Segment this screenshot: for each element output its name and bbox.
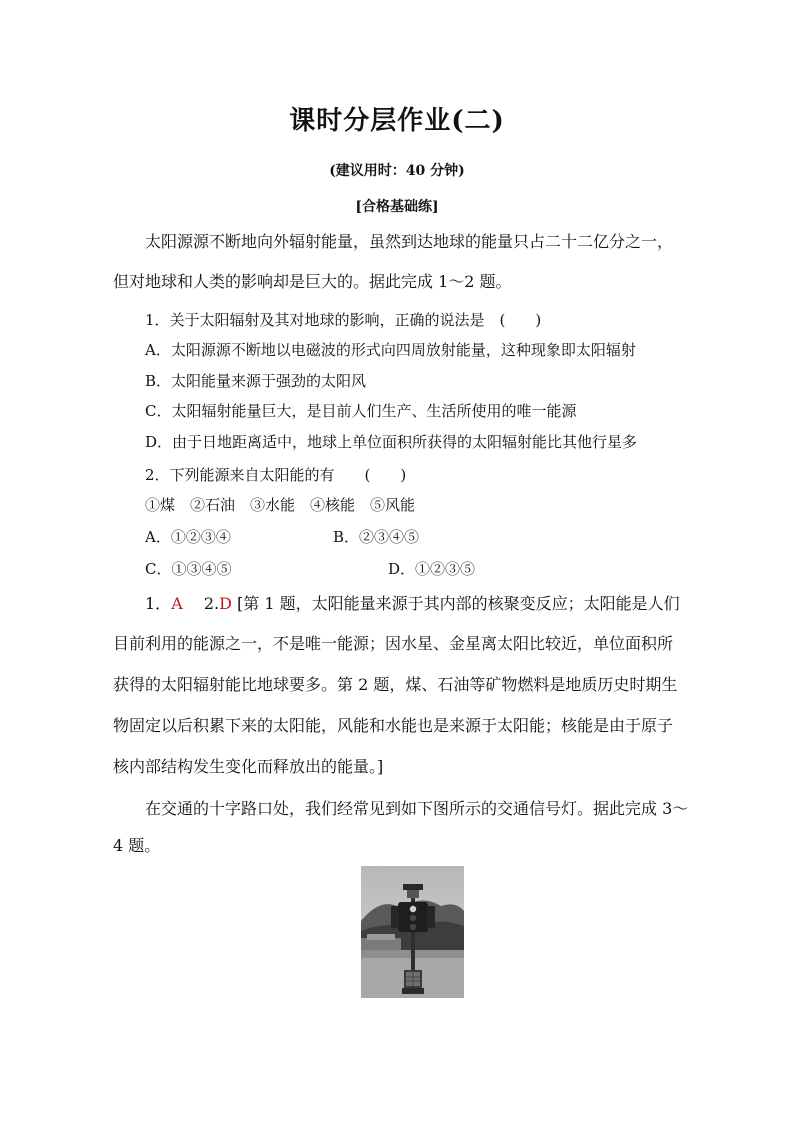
traffic-light-photo	[361, 866, 464, 998]
q1-stem: 1．关于太阳辐射及其对地球的影响，正确的说法是 ( )	[145, 311, 542, 329]
answer-line1	[145, 594, 680, 614]
q2-items: ①煤 ②石油 ③水能 ④核能 ⑤风能	[145, 496, 416, 514]
intro1-line1: 太阳源源不断地向外辐射能量，虽然到达地球的能量只占二十二亿分之一，	[145, 232, 674, 251]
q1-option-b: B．太阳能量来源于强劲的太阳风	[145, 372, 367, 390]
explanation-line4: 物固定以后积累下来的太阳能，风能和水能也是来源于太阳能；核能是由于原子	[113, 716, 674, 735]
q2-option-c: C．①③④⑤	[145, 560, 232, 578]
time-note: (建议用时：40 分钟)	[329, 163, 465, 179]
explanation-line3: 获得的太阳辐射能比地球要多。第 2 题，煤、石油等矿物燃料是地质历史时期生	[113, 675, 678, 694]
answer-1: A	[171, 594, 183, 613]
section-heading: [合格基础练]	[355, 199, 439, 215]
q2-option-b: B．②③④⑤	[333, 528, 420, 546]
answer-sep: 2.	[182, 594, 220, 613]
page-title: 课时分层作业(二)	[289, 106, 505, 136]
q2-stem: 2．下列能源来自太阳能的有 ( )	[145, 466, 407, 484]
explanation-line2: 目前利用的能源之一，不是唯一能源；因水星、金星离太阳比较近，单位面积所	[113, 634, 674, 653]
q1-option-c: C．太阳辐射能量巨大，是目前人们生产、生活所使用的唯一能源	[145, 402, 577, 420]
intro2-line1: 在交通的十字路口处，我们经常见到如下图所示的交通信号灯。据此完成 3～	[145, 799, 689, 818]
answer-prefix: 1．	[145, 594, 172, 613]
q2-option-d: D．①②③⑤	[388, 560, 476, 578]
q1-option-a: A．太阳源源不断地以电磁波的形式向四周放射能量，这种现象即太阳辐射	[145, 341, 636, 359]
intro2-line2: 4 题。	[113, 836, 161, 855]
explanation-line1: [第 1 题，太阳能量来源于其内部的核聚变反应；太阳能是人们	[237, 594, 680, 613]
q2-option-a: A．①②③④	[145, 528, 231, 546]
answer-2: D	[219, 594, 232, 613]
q1-option-d: D．由于日地距离适中，地球上单位面积所获得的太阳辐射能比其他行星多	[145, 433, 638, 451]
intro1-line2: 但对地球和人类的影响却是巨大的。据此完成 1～2 题。	[113, 272, 512, 291]
explanation-line5: 核内部结构发生变化而释放出的能量。]	[113, 757, 384, 776]
